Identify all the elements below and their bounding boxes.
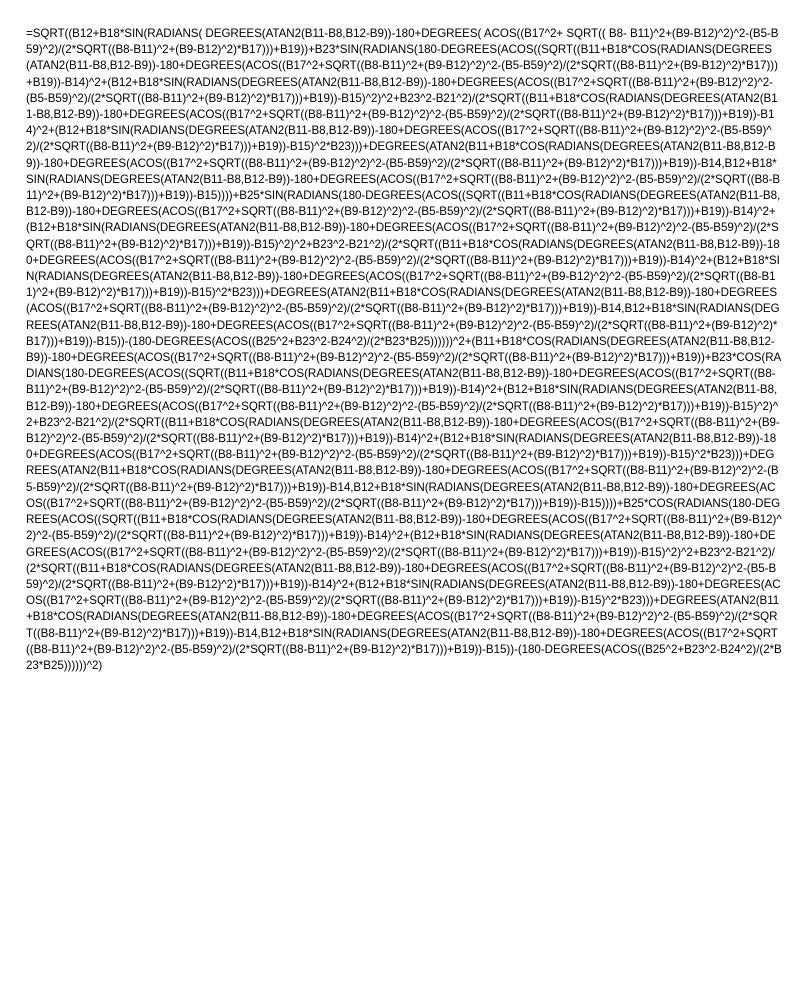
formula-body: =SQRT((B12+B18*SIN(RADIANS( DEGREES(ATAN2(B11-B8,B12-B9))-180+DEGREES( ACOS((B17^2+ SQRT(( B8- B11)^2+(B9-B12)^2)^2-(B5-B59)^2)/(2*SQRT((B8-B11)^2+(B9-B12)^2)*B17)))+B19))+B23*SIN(RADIANS(180-DEGREES(ACOS((SQRT((B11+B18*COS(RADIANS(DEGREES(ATAN2(B11-B8,B12-B9))-180+DEGREES(ACOS((B17^2+SQRT((B8-B11)^2+(B9-B12)^2)^2-(B5-B59)^2)/(2*SQRT((B8-B11)^2+(B9-B12)^2)*B17)))+B19))-B14)^2+(B12+B18*SIN(RADIANS(DEGREES(ATAN2(B11-B8,B12-B9))-180+DEGREES(ACOS((B17^2+SQRT((B8-B11)^2+(B9-B12)^2)^2-(B5-B59)^2)/(2*SQRT((B8-B11)^2+(B9-B12)^2)*B17)))+B19))-B15)^2)^2+B23^2-B21^2)/(2*SQRT((B11+B18*COS(RADIANS(DEGREES(ATAN2(B11-B8,B12-B9))-180+DEGREES(ACOS((B17^2+SQRT((B8-B11)^2+(B9-B12)^2)^2-(B5-B59)^2)/(2*SQRT((B8-B11)^2+(B9-B12)^2)*B17)))+B19))-B14)^2+(B12+B18*SIN(RADIANS(DEGREES(ATAN2(B11-B8,B12-B9))-180+DEGREES(ACOS((B17^2+SQRT((B8-B11)^2+(B9-B12)^2)^2-(B5-B59)^2)/(2*SQRT((B8-B11)^2+(B9-B12)^2)*B17)))+B19))-B15)^2*B23)))+DEGREES(ATAN2(B11+B18*COS(RADIANS(DEGREES(ATAN2(B11-B8,B12-B9))-180+DEGREES(ACOS((B17^2+SQRT((B8-B11)^2+(B9-B12)^2)^2-(B5-B59)^2)/(2*SQRT((B8-B11)^2+(B9-B12)^2)*B17)))+B19))-B14,B12+B18*SIN(RADIANS(DEGREES(ATAN2(B11-B8,B12-B9))-180+DEGREES(ACOS((B17^2+SQRT((B8-B11)^2+(B9-B12)^2)^2-(B5-B59)^2)/(2*SQRT((B8-B11)^2+(B9-B12)^2)*B17)))+B19))-B15))))+B25*SIN(RADIANS(180-DEGREES(ACOS((SQRT((B11+B18*COS(RADIANS(DEGREES(ATAN2(B11-B8,B12-B9))-180+DEGREES(ACOS((B17^2+SQRT((B8-B11)^2+(B9-B12)^2)^2-(B5-B59)^2)/(2*SQRT((B8-B11)^2+(B9-B12)^2)*B17)))+B19))-B14)^2+(B12+B18*SIN(RADIANS(DEGREES(ATAN2(B11-B8,B12-B9))-180+DEGREES(ACOS((B17^2+SQRT((B8-B11)^2+(B9-B12)^2)^2-(B5-B59)^2)/(2*SQRT((B8-B11)^2+(B9-B12)^2)*B17)))+B19))-B15)^2)^2+B23^2-B21^2)/(2*SQRT((B11+B18*COS(RADIANS(DEGREES(ATAN2(B11-B8,B12-B9))-180+DEGREES(ACOS((B17^2+SQRT((B8-B11)^2+(B9-B12)^2)^2-(B5-B59)^2)/(2*SQRT((B8-B11)^2+(B9-B12)^2)*B17)))+B19))-B14)^2+(B12+B18*SIN(RADIANS(DEGREES(ATAN2(B11-B8,B12-B9))-180+DEGREES(ACOS((B17^2+SQRT((B8-B11)^2+(B9-B12)^2)^2-(B5-B59)^2)/(2*SQRT((B8-B11)^2+(B9-B12)^2)*B17)))+B19))-B15)^2*B23)))+DEGREES(ATAN2(B11+B18*COS(RADIANS(DEGREES(ATAN2(B11-B8,B12-B9))-180+DEGREES(ACOS((B17^2+SQRT((B8-B11)^2+(B9-B12)^2)^2-(B5-B59)^2)/(2*SQRT((B8-B11)^2+(B9-B12)^2)*B17)))+B19))-B14,B12+B18*SIN(RADIANS(DEGREES(ATAN2(B11-B8,B12-B9))-180+DEGREES(ACOS((B17^2+SQRT((B8-B11)^2+(B9-B12)^2)^2-(B5-B59)^2)/(2*SQRT((B8-B11)^2+(B9-B12)^2)*B17)))+B19))-B15))-(180-DEGREES(ACOS((B25^2+B23^2-B24^2)/(2*B23*B25))))))^2+(B11+B18*COS(RADIANS(DEGREES(ATAN2(B11-B8,B12-B9))-180+DEGREES(ACOS((B17^2+SQRT((B8-B11)^2+(B9-B12)^2)^2-(B5-B59)^2)/(2*SQRT((B8-B11)^2+(B9-B12)^2)*B17)))+B19))+B23*COS(RADIANS(180-DEGREES(ACOS((SQRT((B11+B18*COS(RADIANS(DEGREES(ATAN2(B11-B8,B12-B9))-180+DEGREES(ACOS((B17^2+SQRT((B8-B11)^2+(B9-B12)^2)^2-(B5-B59)^2)/(2*SQRT((B8-B11)^2+(B9-B12)^2)*B17)))+B19))-B14)^2+(B12+B18*SIN(RADIANS(DEGREES(ATAN2(B11-B8,B12-B9))-180+DEGREES(ACOS((B17^2+SQRT((B8-B11)^2+(B9-B12)^2)^2-(B5-B59)^2)/(2*SQRT((B8-B11)^2+(B9-B12)^2)*B17)))+B19))-B15)^2)^2+B23^2-B21^2)/(2*SQRT((B11+B18*COS(RADIANS(DEGREES(ATAN2(B11-B8,B12-B9))-180+DEGREES(ACOS((B17^2+SQRT((B8-B11)^2+(B9-B12)^2)^2-(B5-B59)^2)/(2*SQRT((B8-B11)^2+(B9-B12)^2)*B17)))+B19))-B14)^2+(B12+B18*SIN(RADIANS(DEGREES(ATAN2(B11-B8,B12-B9))-180+DEGREES(ACOS((B17^2+SQRT((B8-B11)^2+(B9-B12)^2)^2-(B5-B59)^2)/(2*SQRT((B8-B11)^2+(B9-B12)^2)*B17)))+B19))-B15)^2*B23)))+DEGREES(ATAN2(B11+B18*COS(RADIANS(DEGREES(ATAN2(B11-B8,B12-B9))-180+DEGREES(ACOS((B17^2+SQRT((B8-B11)^2+(B9-B12)^2)^2-(B5-B59)^2)/(2*SQRT((B8-B11)^2+(B9-B12)^2)*B17)))+B19))-B14,B12+B18*SIN(RADIANS(DEGREES(ATAN2(B11-B8,B12-B9))-180+DEGREES(ACOS((B17^2+SQRT((B8-B11)^2+(B9-B12)^2)^2-(B5-B59)^2)/(2*SQRT((B8-B11)^2+(B9-B12)^2)*B17)))+B19))-B15))))+B25*COS(RADIANS(180-DEGREES(ACOS((SQRT((B11+B18*COS(RADIANS(DEGREES(ATAN2(B11-B8,B12-B9))-180+DEGREES(ACOS((B17^2+SQRT((B8-B11)^2+(B9-B12)^2)^2-(B5-B59)^2)/(2*SQRT((B8-B11)^2+(B9-B12)^2)*B17)))+B19))-B14)^2+(B12+B18*SIN(RADIANS(DEGREES(ATAN2(B11-B8,B12-B9))-180+DEGREES(ACOS((B17^2+SQRT((B8-B11)^2+(B9-B12)^2)^2-(B5-B59)^2)/(2*SQRT((B8-B11)^2+(B9-B12)^2)*B17)))+B19))-B15)^2)^2+B23^2-B21^2)/(2*SQRT((B11+B18*COS(RADIANS(DEGREES(ATAN2(B11-B8,B12-B9))-180+DEGREES(ACOS((B17^2+SQRT((B8-B11)^2+(B9-B12)^2)^2-(B5-B59)^2)/(2*SQRT((B8-B11)^2+(B9-B12)^2)*B17)))+B19))-B14)^2+(B12+B18*SIN(RADIANS(DEGREES(ATAN2(B11-B8,B12-B9))-180+DEGREES(ACOS((B17^2+SQRT((B8-B11)^2+(B9-B12)^2)^2-(B5-B59)^2)/(2*SQRT((B8-B11)^2+(B9-B12)^2)*B17)))+B19))-B15)^2*B23)))+DEGREES(ATAN2(B11+B18*COS(RADIANS(DEGREES(ATAN2(B11-B8,B12-B9))-180+DEGREES(ACOS((B17^2+SQRT((B8-B11)^2+(B9-B12)^2)^2-(B5-B59)^2)/(2*SQRT((B8-B11)^2+(B9-B12)^2)*B17)))+B19))-B14,B12+B18*SIN(RADIANS(DEGREES(ATAN2(B11-B8,B12-B9))-180+DEGREES(ACOS((B17^2+SQRT((B8-B11)^2+(B9-B12)^2)^2-(B5-B59)^2)/(2*SQRT((B8-B11)^2+(B9-B12)^2)*B17)))+B19))-B15))-(180-DEGREES(ACOS((B25^2+B23^2-B24^2)/(2*B23*B25))))))^2) [26,27,782,672]
